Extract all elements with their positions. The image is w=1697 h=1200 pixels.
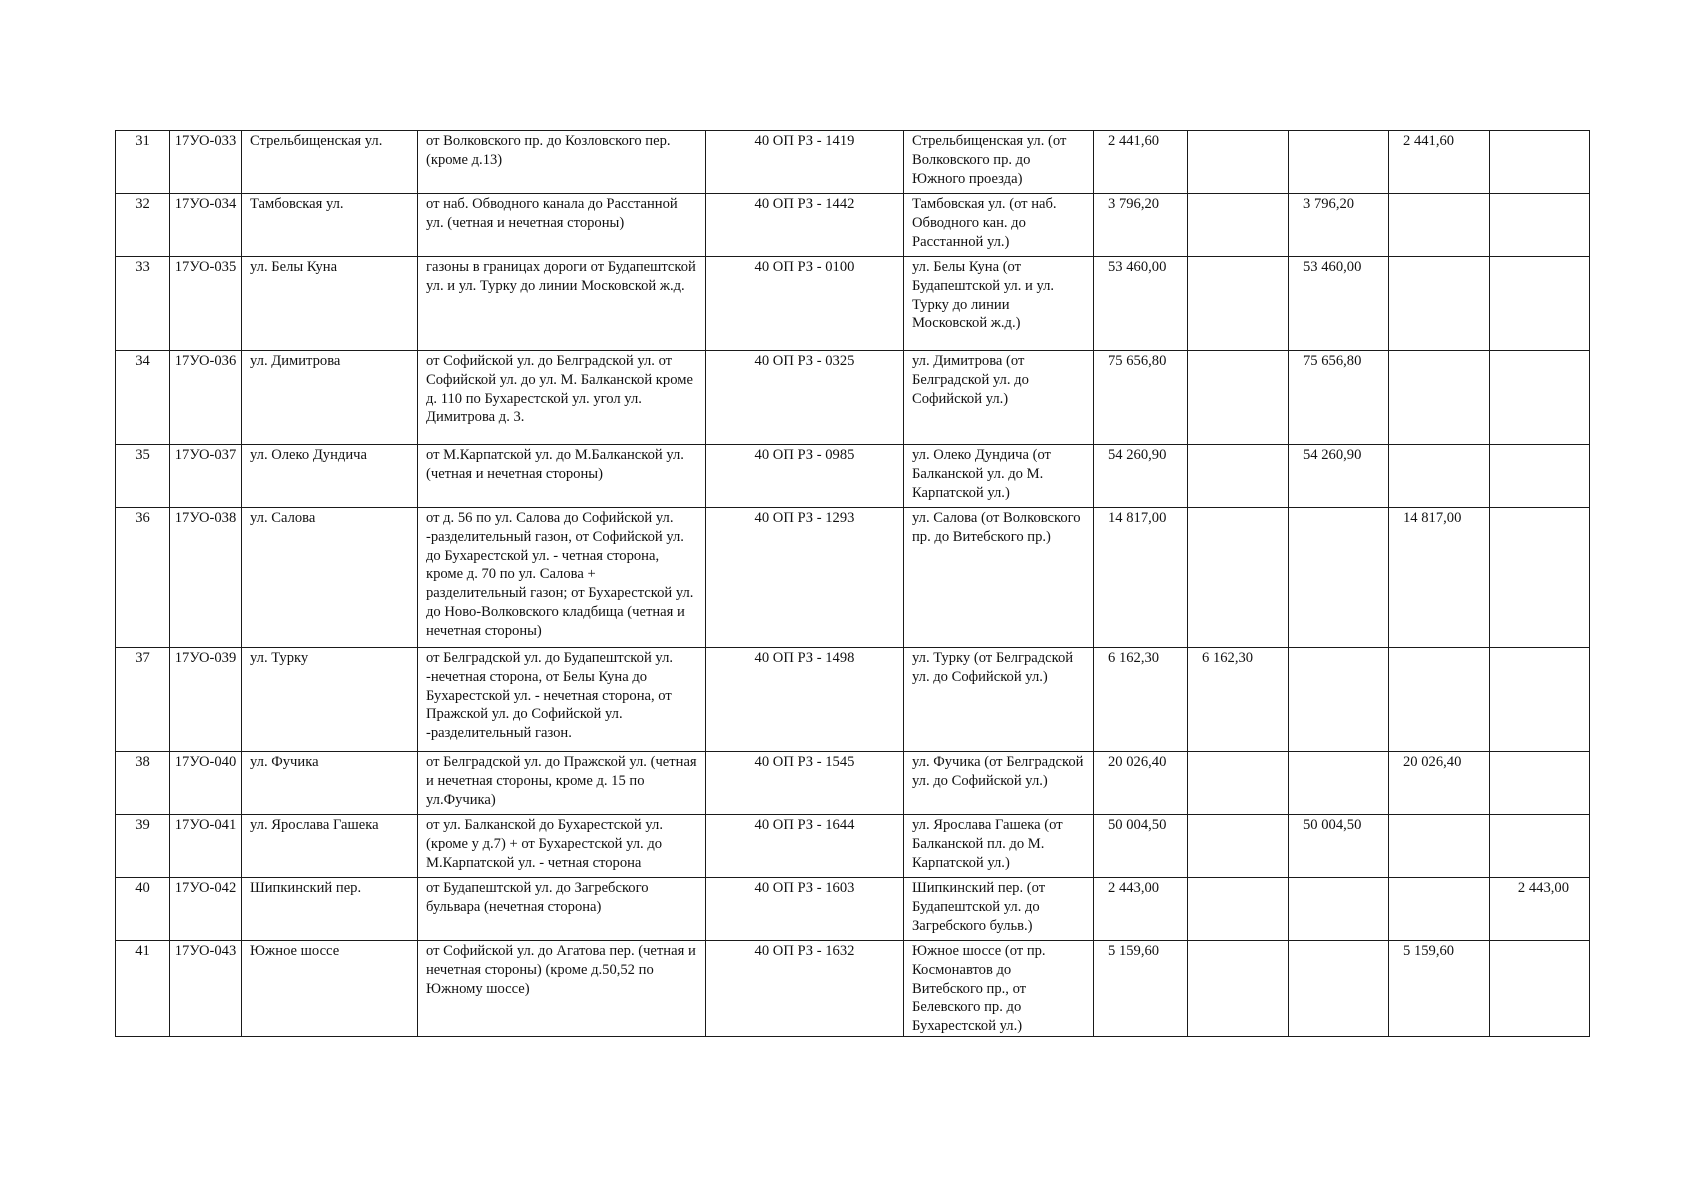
- road-reference: Шипкинский пер. (от Будапештской ул. до Загребского бульв.): [904, 878, 1094, 941]
- category-2-area: [1289, 131, 1389, 194]
- area-description: от М.Карпатской ул. до М.Балканской ул. (четная и нечетная стороны): [418, 445, 706, 508]
- category-4-area: [1490, 257, 1590, 351]
- road-registry-number: 40 ОП РЗ - 0325: [706, 351, 904, 445]
- road-registry-number: 40 ОП РЗ - 1442: [706, 194, 904, 257]
- category-2-area: [1289, 752, 1389, 815]
- road-registry-number: 40 ОП РЗ - 0985: [706, 445, 904, 508]
- category-4-area: [1490, 508, 1590, 648]
- row-number: 37: [116, 648, 170, 752]
- area-description: от Волковского пр. до Козловского пер. (кроме д.13): [418, 131, 706, 194]
- street-name: ул. Белы Куна: [242, 257, 418, 351]
- row-number: 31: [116, 131, 170, 194]
- category-3-area: [1389, 194, 1490, 257]
- object-code: 17УО-037: [170, 445, 242, 508]
- area-description: от Софийской ул. до Агатова пер. (четная и нечетная стороны) (кроме д.50,52 по Южному шоссе): [418, 941, 706, 1037]
- table-row: [116, 351, 1590, 445]
- table-row: [116, 257, 1590, 351]
- object-code: 17УО-043: [170, 941, 242, 1037]
- category-2-area: 75 656,80: [1289, 351, 1389, 445]
- category-1-area: 6 162,30: [1188, 648, 1289, 752]
- table-row: [116, 194, 1590, 257]
- table-row: [116, 508, 1590, 648]
- total-area: 54 260,90: [1094, 445, 1188, 508]
- total-area: 14 817,00: [1094, 508, 1188, 648]
- category-1-area: [1188, 508, 1289, 648]
- category-3-area: [1389, 878, 1490, 941]
- road-registry-number: 40 ОП РЗ - 1293: [706, 508, 904, 648]
- total-area: 5 159,60: [1094, 941, 1188, 1037]
- category-1-area: [1188, 445, 1289, 508]
- category-4-area: [1490, 648, 1590, 752]
- total-area: 2 443,00: [1094, 878, 1188, 941]
- row-number: 36: [116, 508, 170, 648]
- object-code: 17УО-038: [170, 508, 242, 648]
- road-reference: ул. Олеко Дундича (от Балканской ул. до М. Карпатской ул.): [904, 445, 1094, 508]
- road-registry-number: 40 ОП РЗ - 1644: [706, 815, 904, 878]
- category-3-area: 20 026,40: [1389, 752, 1490, 815]
- category-4-area: [1490, 752, 1590, 815]
- road-registry-number: 40 ОП РЗ - 1498: [706, 648, 904, 752]
- area-description: от д. 56 по ул. Салова до Софийской ул. -разделительный газон, от Софийской ул. до Бухарестской ул. - четная сторона, кроме д. 70 по ул. Салова + разделительный газон; от Бухарестской ул. до Ново-Волковского кладбища (четная и нечетная стороны): [418, 508, 706, 648]
- table-row: [116, 752, 1590, 815]
- road-reference: ул. Салова (от Волковского пр. до Витебского пр.): [904, 508, 1094, 648]
- category-3-area: 5 159,60: [1389, 941, 1490, 1037]
- street-name: Стрельбищенская ул.: [242, 131, 418, 194]
- row-number: 40: [116, 878, 170, 941]
- road-reference: ул. Фучика (от Белградской ул. до Софийской ул.): [904, 752, 1094, 815]
- row-number: 38: [116, 752, 170, 815]
- street-name: Южное шоссе: [242, 941, 418, 1037]
- object-code: 17УО-039: [170, 648, 242, 752]
- row-number: 33: [116, 257, 170, 351]
- road-reference: ул. Белы Куна (от Будапештской ул. и ул. Турку до линии Московской ж.д.): [904, 257, 1094, 351]
- category-4-area: [1490, 131, 1590, 194]
- road-registry-number: 40 ОП РЗ - 1603: [706, 878, 904, 941]
- object-code: 17УО-033: [170, 131, 242, 194]
- row-number: 35: [116, 445, 170, 508]
- green-areas-table: [115, 130, 1590, 1037]
- category-1-area: [1188, 194, 1289, 257]
- road-registry-number: 40 ОП РЗ - 0100: [706, 257, 904, 351]
- row-number: 32: [116, 194, 170, 257]
- road-registry-number: 40 ОП РЗ - 1632: [706, 941, 904, 1037]
- table-row: [116, 648, 1590, 752]
- category-3-area: [1389, 815, 1490, 878]
- road-reference: Южное шоссе (от пр. Космонавтов до Витебского пр., от Белевского пр. до Бухарестской ул.): [904, 941, 1094, 1037]
- object-code: 17УО-042: [170, 878, 242, 941]
- table-row: [116, 131, 1590, 194]
- area-description: от Будапештской ул. до Загребского бульвара (нечетная сторона): [418, 878, 706, 941]
- road-reference: ул. Димитрова (от Белградской ул. до Софийской ул.): [904, 351, 1094, 445]
- object-code: 17УО-034: [170, 194, 242, 257]
- category-2-area: [1289, 508, 1389, 648]
- total-area: 50 004,50: [1094, 815, 1188, 878]
- category-1-area: [1188, 815, 1289, 878]
- category-1-area: [1188, 752, 1289, 815]
- category-3-area: [1389, 648, 1490, 752]
- category-2-area: 54 260,90: [1289, 445, 1389, 508]
- category-3-area: [1389, 351, 1490, 445]
- area-description: от Софийской ул. до Белградской ул. от Софийской ул. до ул. М. Балканской кроме д. 110 по Бухарестской ул. угол ул. Димитрова д. 3.: [418, 351, 706, 445]
- category-1-area: [1188, 257, 1289, 351]
- street-name: ул. Димитрова: [242, 351, 418, 445]
- road-registry-number: 40 ОП РЗ - 1419: [706, 131, 904, 194]
- object-code: 17УО-035: [170, 257, 242, 351]
- table-body: [116, 131, 1590, 1037]
- street-name: ул. Салова: [242, 508, 418, 648]
- street-name: ул. Олеко Дундича: [242, 445, 418, 508]
- category-2-area: [1289, 878, 1389, 941]
- road-reference: ул. Турку (от Белградской ул. до Софийской ул.): [904, 648, 1094, 752]
- category-4-area: [1490, 351, 1590, 445]
- object-code: 17УО-040: [170, 752, 242, 815]
- category-1-area: [1188, 941, 1289, 1037]
- street-name: ул. Фучика: [242, 752, 418, 815]
- table-row: [116, 815, 1590, 878]
- category-4-area: [1490, 445, 1590, 508]
- category-3-area: 2 441,60: [1389, 131, 1490, 194]
- category-4-area: [1490, 815, 1590, 878]
- road-reference: ул. Ярослава Гашека (от Балканской пл. до М. Карпатской ул.): [904, 815, 1094, 878]
- category-1-area: [1188, 131, 1289, 194]
- category-3-area: 14 817,00: [1389, 508, 1490, 648]
- total-area: 20 026,40: [1094, 752, 1188, 815]
- row-number: 34: [116, 351, 170, 445]
- total-area: 3 796,20: [1094, 194, 1188, 257]
- table-row: [116, 445, 1590, 508]
- category-3-area: [1389, 257, 1490, 351]
- area-description: от наб. Обводного канала до Расстанной ул. (четная и нечетная стороны): [418, 194, 706, 257]
- total-area: 2 441,60: [1094, 131, 1188, 194]
- category-1-area: [1188, 351, 1289, 445]
- total-area: 6 162,30: [1094, 648, 1188, 752]
- road-reference: Стрельбищенская ул. (от Волковского пр. до Южного проезда): [904, 131, 1094, 194]
- street-name: ул. Ярослава Гашека: [242, 815, 418, 878]
- road-registry-number: 40 ОП РЗ - 1545: [706, 752, 904, 815]
- street-name: Тамбовская ул.: [242, 194, 418, 257]
- row-number: 39: [116, 815, 170, 878]
- category-3-area: [1389, 445, 1490, 508]
- road-reference: Тамбовская ул. (от наб. Обводного кан. до Расстанной ул.): [904, 194, 1094, 257]
- area-description: от Белградской ул. до Пражской ул. (четная и нечетная стороны, кроме д. 15 по ул.Фучика): [418, 752, 706, 815]
- category-2-area: 53 460,00: [1289, 257, 1389, 351]
- category-4-area: [1490, 194, 1590, 257]
- area-description: от Белградской ул. до Будапештской ул. -нечетная сторона, от Белы Куна до Бухарестской ул. - нечетная сторона, от Пражской ул. до Софийской ул. -разделительный газон.: [418, 648, 706, 752]
- category-1-area: [1188, 878, 1289, 941]
- object-code: 17УО-041: [170, 815, 242, 878]
- category-4-area: 2 443,00: [1490, 878, 1590, 941]
- row-number: 41: [116, 941, 170, 1037]
- street-name: ул. Турку: [242, 648, 418, 752]
- category-2-area: 3 796,20: [1289, 194, 1389, 257]
- object-code: 17УО-036: [170, 351, 242, 445]
- category-2-area: 50 004,50: [1289, 815, 1389, 878]
- area-description: газоны в границах дороги от Будапештской ул. и ул. Турку до линии Московской ж.д.: [418, 257, 706, 351]
- total-area: 75 656,80: [1094, 351, 1188, 445]
- street-name: Шипкинский пер.: [242, 878, 418, 941]
- table-row: [116, 878, 1590, 941]
- category-2-area: [1289, 648, 1389, 752]
- category-2-area: [1289, 941, 1389, 1037]
- table-row: [116, 941, 1590, 1037]
- area-description: от ул. Балканской до Бухарестской ул.(кроме у д.7) + от Бухарестской ул. до М.Карпатской ул. - четная сторона: [418, 815, 706, 878]
- total-area: 53 460,00: [1094, 257, 1188, 351]
- category-4-area: [1490, 941, 1590, 1037]
